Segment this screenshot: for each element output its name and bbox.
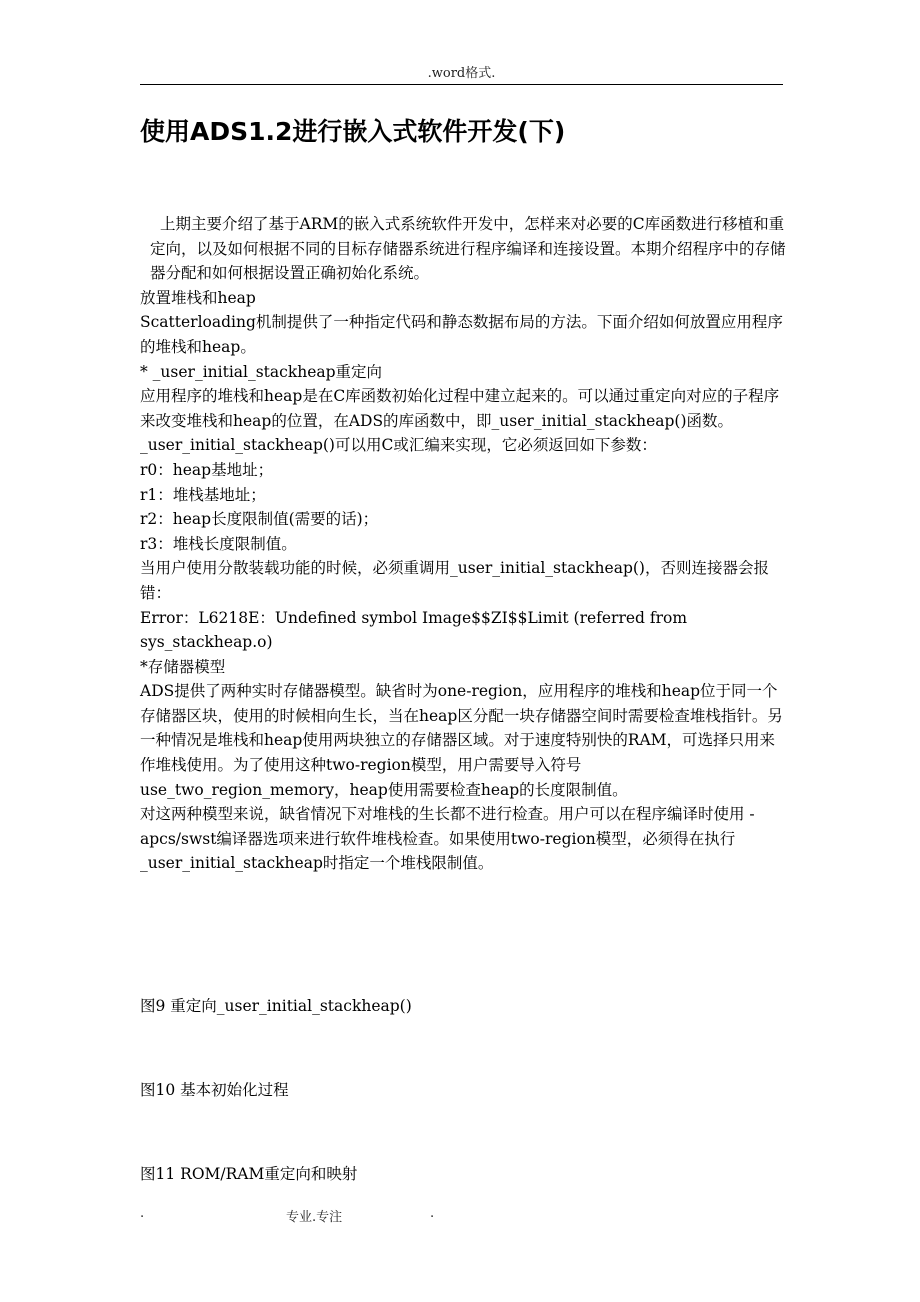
figure-caption-10: 图10 基本初始化过程: [140, 1081, 289, 1099]
footer-left-dot: .: [140, 1206, 145, 1221]
param-r2: r2：heap长度限制值(需要的话)；: [140, 510, 379, 529]
document-title: 使用ADS1.2进行嵌入式软件开发(下): [140, 117, 566, 146]
footer-right-dot: .: [430, 1206, 435, 1221]
subheading-redirect: * _user_initial_stackheap重定向: [140, 362, 383, 381]
page-header: .word格式.: [427, 66, 496, 81]
footer-center-text: 专业.专注: [286, 1210, 343, 1225]
figure-caption-11: 图11 ROM/RAM重定向和映射: [140, 1165, 358, 1183]
body-text: [140, 212, 790, 876]
error-message: Error：L6218E：Undefined symbol Image$$ZI$$Limit (referred from sys_stackheap.o): [140, 608, 688, 652]
param-r1: r1：堆栈基地址；: [140, 485, 266, 504]
figure-caption-9: 图9 重定向_user_initial_stackheap(): [140, 997, 412, 1015]
stackheap-paragraph: 应用程序的堆栈和heap是在C库函数初始化过程中建立起来的。可以通过重定向对应的子程序来改变堆栈和heap的位置，在ADS的库函数中，即_user_initial_stackheap()函数。: [140, 387, 780, 430]
subheading-memory-model: *存储器模型: [140, 657, 226, 676]
param-r0: r0：heap基地址；: [140, 460, 274, 479]
section-heading-stack-heap: 放置堆栈和heap: [140, 288, 256, 307]
stack-check-paragraph: 对这两种模型来说，缺省情况下对堆栈的生长都不进行检查。用户可以在程序编译时使用 -apcs/swst编译器选项来进行软件堆栈检查。如果使用two-region模型，必须得在执行_user_initial_stackheap时指定一个堆栈限制值。: [140, 805, 755, 873]
intro-paragraph: 上期主要介绍了基于ARM的嵌入式系统软件开发中，怎样来对必要的C库函数进行移植和重定向，以及如何根据不同的目标存储器系统进行程序编译和连接设置。本期介绍程序中的存储器分配和如何根据设置正确初始化系统。: [150, 215, 786, 283]
scatter-warning-paragraph: 当用户使用分散装载功能的时候，必须重调用_user_initial_stackheap()，否则连接器会报错：: [140, 559, 769, 602]
scatterloading-paragraph: Scatterloading机制提供了一种指定代码和静态数据布局的方法。下面介绍如何放置应用程序的堆栈和heap。: [140, 313, 783, 356]
memory-model-paragraph: ADS提供了两种实时存储器模型。缺省时为one-region，应用程序的堆栈和heap位于同一个存储器区块，使用的时候相向生长，当在heap区分配一块存储器空间时需要检查堆栈指针。另一种情况是堆栈和heap使用两块独立的存储器区域。对于速度特别快的RAM，可选择只用来作堆栈使用。为了使用这种two-region模型，用户需要导入符号use_two_region_memory，heap使用需要检查heap的长度限制值。: [140, 682, 783, 799]
param-r3: r3：堆栈长度限制值。: [140, 534, 297, 553]
header-rule: [140, 84, 783, 85]
return-params-intro: _user_initial_stackheap()可以用C或汇编来实现，它必须返回如下参数：: [140, 436, 657, 455]
